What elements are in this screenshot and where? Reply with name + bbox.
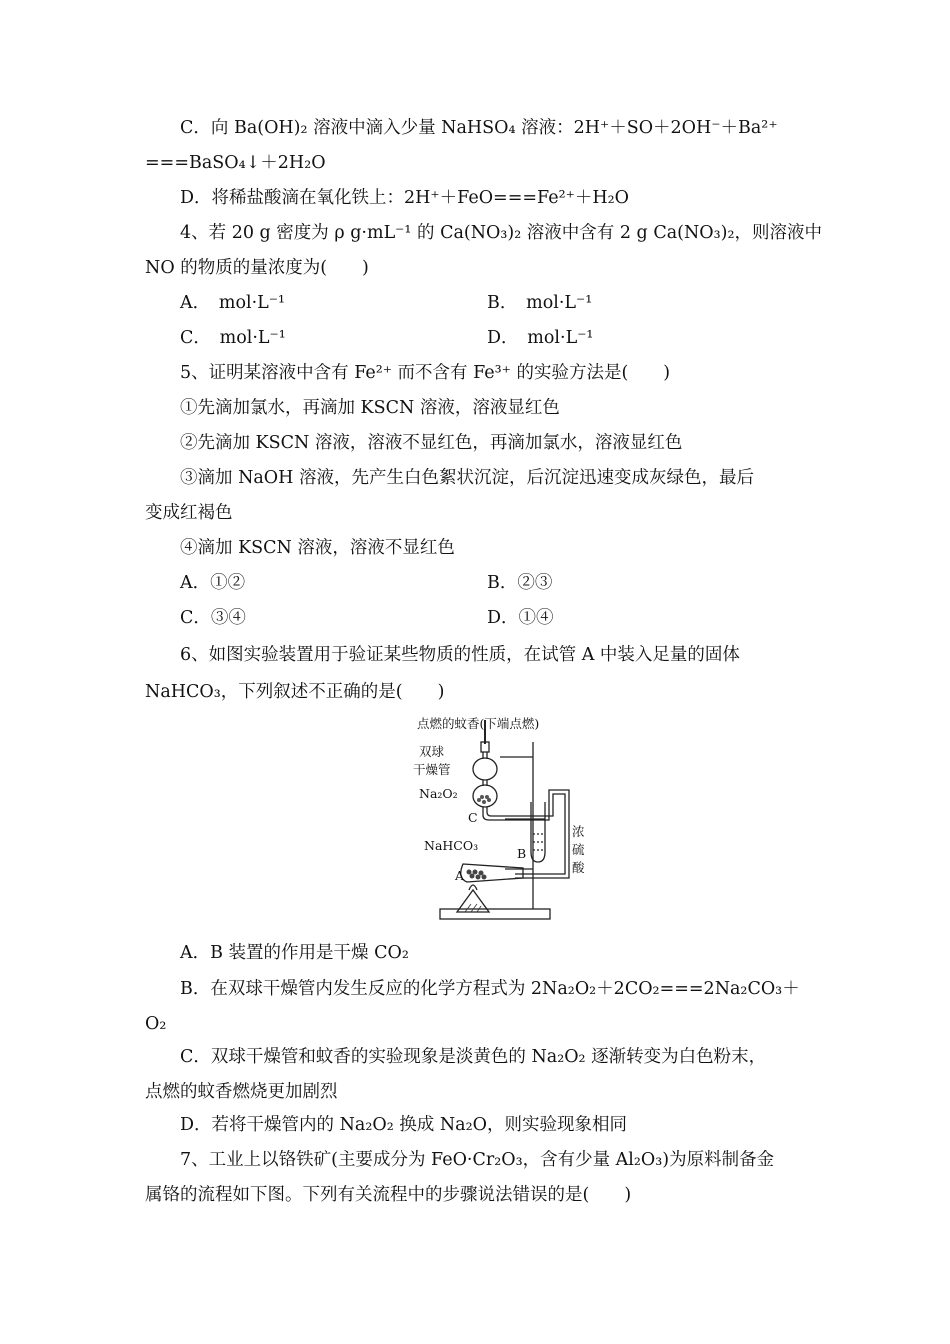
q4-option-d: D． mol·L⁻¹ — [487, 328, 594, 348]
q5-stem: 5、证明某溶液中含有 Fe²⁺ 而不含有 Fe³⁺ 的实验方法是( ) — [180, 363, 671, 383]
label-acid-3: 酸 — [572, 860, 585, 875]
label-na2o2: Na₂O₂ — [419, 786, 458, 801]
q6-stem-line2: NaHCO₃，下列叙述不正确的是( ) — [145, 682, 445, 702]
q4-option-c: C． mol·L⁻¹ — [180, 328, 286, 348]
q6-option-d: D．若将干燥管内的 Na₂O₂ 换成 Na₂O，则实验现象相同 — [180, 1115, 627, 1135]
q7-stem-line2: 属铬的流程如下图。下列有关流程中的步骤说法错误的是( ) — [145, 1185, 632, 1205]
label-a: A — [455, 868, 465, 883]
q5-statement-2: ②先滴加 KSCN 溶液，溶液不显红色，再滴加氯水，溶液显红色 — [180, 433, 683, 453]
q3-option-d: D．将稀盐酸滴在氧化铁上：2H⁺＋FeO===Fe²⁺＋H₂O — [180, 188, 629, 208]
q5-option-a: A．①② — [180, 573, 246, 593]
q6-stem-line1: 6、如图实验装置用于验证某些物质的性质，在试管 A 中装入足量的固体 — [180, 645, 740, 665]
label-drying-tube-2: 干燥管 — [413, 762, 451, 777]
q5-statement-1: ①先滴加氯水，再滴加 KSCN 溶液，溶液显红色 — [180, 398, 560, 418]
stand-base — [440, 909, 550, 919]
q5-option-d: D．①④ — [487, 608, 554, 628]
label-incense: 点燃的蚊香(下端点燃) — [417, 716, 540, 731]
q4-option-b: B． mol·L⁻¹ — [487, 293, 593, 313]
label-acid-2: 硫 — [572, 842, 585, 857]
label-drying-tube-1: 双球 — [419, 744, 445, 759]
q6-option-a: A．B 装置的作用是干燥 CO₂ — [180, 943, 409, 963]
label-c: C — [468, 810, 478, 825]
q4-stem-line2: NO 的物质的量浓度为( ) — [145, 258, 369, 278]
nahco3-solid — [467, 870, 487, 880]
q5-option-b: B．②③ — [487, 573, 553, 593]
q4-option-a: A． mol·L⁻¹ — [180, 293, 286, 313]
q5-option-c: C．③④ — [180, 608, 246, 628]
q6-option-b-line1: B．在双球干燥管内发生反应的化学方程式为 2Na₂O₂＋2CO₂===2Na₂CO₃＋ — [180, 979, 800, 999]
label-acid-1: 浓 — [572, 824, 585, 839]
q5-statement-4: ④滴加 KSCN 溶液，溶液不显红色 — [180, 538, 455, 558]
label-b: B — [517, 846, 527, 861]
label-nahco3: NaHCO₃ — [424, 838, 479, 853]
drying-tube-upper-bulb — [473, 758, 497, 780]
na2o2-solid — [477, 795, 491, 804]
q7-stem-line1: 7、工业上以铬铁矿(主要成分为 FeO·Cr₂O₃，含有少量 Al₂O₃)为原料制备金 — [180, 1150, 775, 1170]
burner-hatch — [465, 904, 481, 912]
q6-option-b-line2: O₂ — [145, 1014, 167, 1034]
q5-statement-3-line1: ③滴加 NaOH 溶液，先产生白色絮状沉淀，后沉淀迅速变成灰绿色，最后 — [180, 468, 754, 488]
q5-statement-3-line2: 变成红褐色 — [145, 503, 233, 523]
q6-option-c-line1: C．双球干燥管和蚊香的实验现象是淡黄色的 Na₂O₂ 逐渐转变为白色粉末， — [180, 1047, 767, 1067]
q3-option-c-line2: ===BaSO₄↓＋2H₂O — [145, 153, 326, 173]
q6-option-c-line2: 点燃的蚊香燃烧更加剧烈 — [145, 1082, 338, 1102]
q4-stem-line1: 4、若 20 g 密度为 ρ g·mL⁻¹ 的 Ca(NO₃)₂ 溶液中含有 2 g Ca(NO₃)₂，则溶液中 — [180, 223, 822, 243]
q3-option-c-line1: C．向 Ba(OH)₂ 溶液中滴入少量 NaHSO₄ 溶液：2H⁺＋SO＋2OH⁻＋Ba²⁺ — [180, 118, 778, 138]
